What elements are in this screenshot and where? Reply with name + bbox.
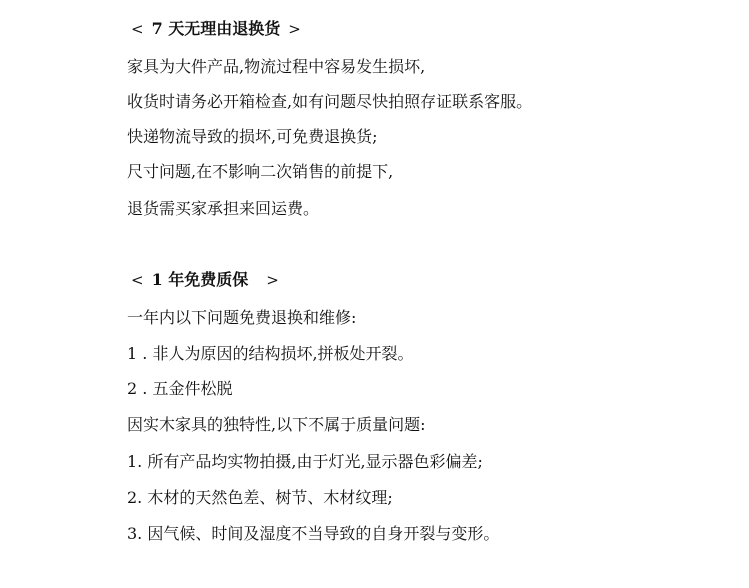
warranty-line: 因实木家具的独特性,以下不属于质量问题: xyxy=(127,415,426,434)
exclusion-list-item: 2. 木材的天然色差、树节、木材纹理; xyxy=(127,488,393,507)
warranty-line: 一年内以下问题免费退换和维修: xyxy=(127,308,357,327)
left-angle-bracket: < xyxy=(131,271,144,289)
warranty-list-item: 1 . 非人为原因的结构损坏,拼板处开裂。 xyxy=(127,344,414,363)
section-heading-return-policy xyxy=(131,17,301,41)
policy-line: 快递物流导致的损坏,可免费退换货; xyxy=(127,127,378,146)
section-title: 7 天无理由退换货 xyxy=(151,19,281,38)
right-angle-bracket: > xyxy=(288,20,301,38)
policy-line: 家具为大件产品,物流过程中容易发生损坏, xyxy=(127,57,426,76)
exclusion-list-item: 1. 所有产品均实物拍摄,由于灯光,显示器色彩偏差; xyxy=(127,452,483,471)
section-title: 1 年免费质保 xyxy=(151,270,249,289)
exclusion-list-item: 3. 因气候、时间及湿度不当导致的自身开裂与变形。 xyxy=(127,524,500,543)
policy-line: 退货需买家承担来回运费。 xyxy=(127,199,320,218)
left-angle-bracket: < xyxy=(131,20,144,38)
policy-line: 收货时请务必开箱检查,如有问题尽快拍照存证联系客服。 xyxy=(127,92,533,111)
right-angle-bracket: > xyxy=(266,271,279,289)
policy-line: 尺寸问题,在不影响二次销售的前提下, xyxy=(127,162,394,181)
section-heading-warranty xyxy=(131,268,279,292)
warranty-list-item: 2 . 五金件松脱 xyxy=(127,379,233,398)
